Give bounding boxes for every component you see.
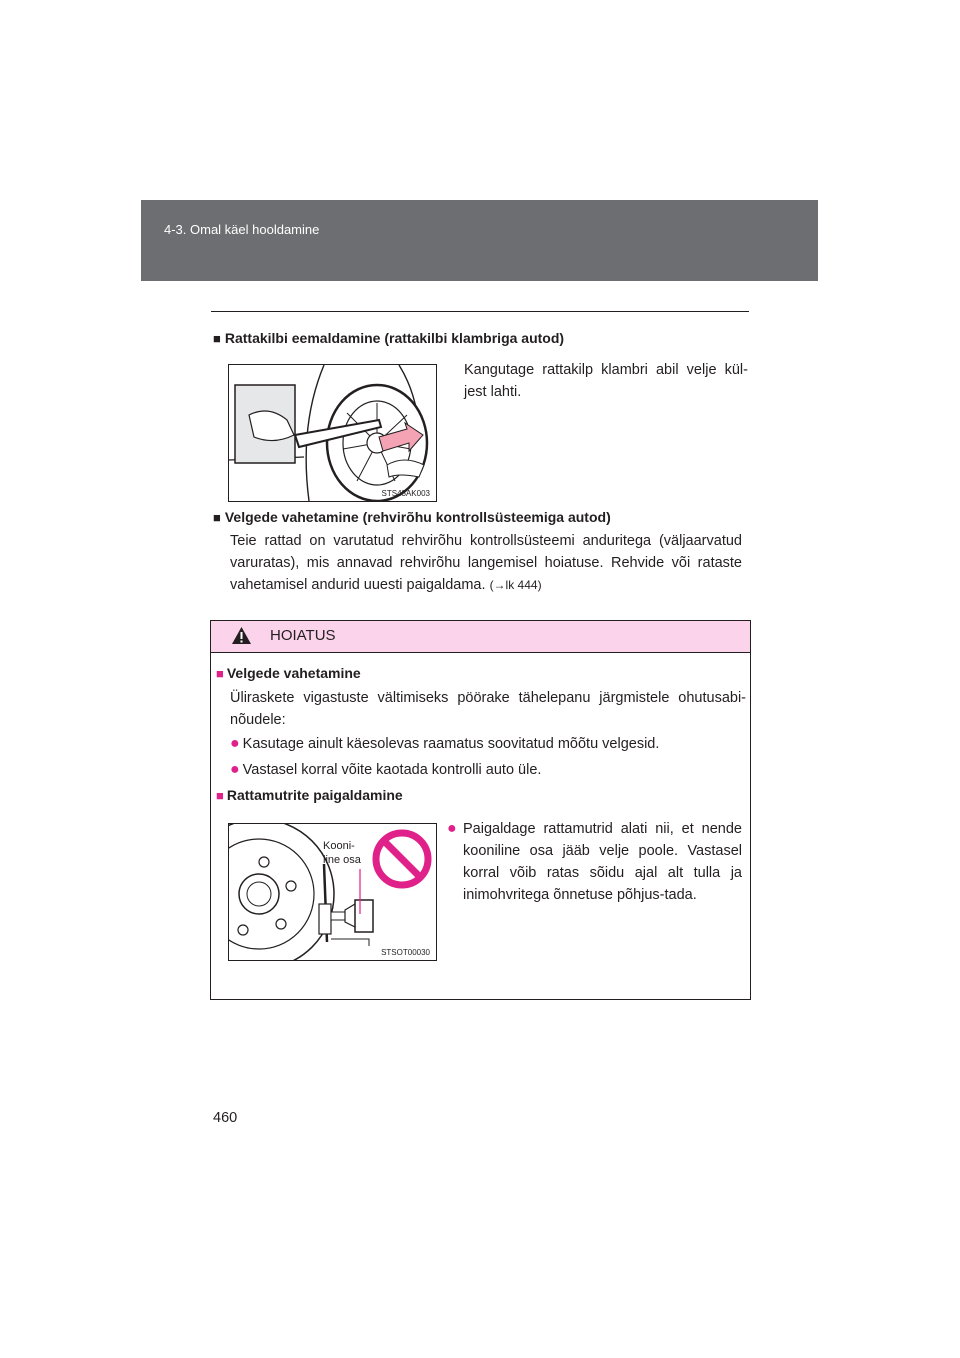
rims-heading xyxy=(213,509,611,525)
warning-bullet-1 xyxy=(230,733,746,755)
rims-heading-text: Velgede vahetamine (rehvirõhu kontrollsüsteemiga autod) xyxy=(224,509,611,525)
warning-nuts-text xyxy=(447,818,742,906)
page-number: 460 xyxy=(213,1110,238,1126)
bullet-dot-icon: ● xyxy=(230,735,240,752)
warning-nuts-text-body: Paigaldage rattamutrid alati nii, et nende kooniline osa jääb velje poole. Vastasel korral võib ratas sõidu ajal alt tulla ja inimohvritega õnnetuse põhjus-tada. xyxy=(463,821,742,903)
warning-nuts-heading-text: Rattamutrite paigaldamine xyxy=(226,787,403,803)
rims-text xyxy=(230,530,742,596)
square-bullet-icon: ■ xyxy=(213,510,221,525)
rims-text-body: Teie rattad on varutatud rehvirõhu kontrollsüsteemi anduritega (väljaarvatud varuratas), mis annavad rehvirõhu langemisel hoiatuse. Rehvide või rataste vahetamisel andurid uuesti paigaldama. xyxy=(230,533,742,593)
warning-header xyxy=(211,621,750,653)
rims-page-reference[interactable]: (→lk 444) xyxy=(489,578,542,592)
conical-part-label xyxy=(323,839,361,867)
conical-part-label-line-2: line osa xyxy=(323,854,361,866)
lug-nut-figure xyxy=(228,823,437,961)
warning-nuts-bullet xyxy=(447,818,742,906)
header-band xyxy=(141,200,818,281)
bullet-dot-icon: ● xyxy=(230,761,240,778)
warning-rims-heading xyxy=(216,665,361,681)
warning-rims-heading-text: Velgede vahetamine xyxy=(226,665,361,681)
top-rule xyxy=(211,311,749,312)
section-title: 4-3. Omal käel hooldamine xyxy=(164,222,320,237)
hubcap-heading-text: Rattakilbi eemaldamine (rattakilbi klambriga autod) xyxy=(224,330,565,346)
figure-code: STS43AK003 xyxy=(381,489,430,498)
hubcap-illustration xyxy=(229,365,436,501)
hubcap-figure xyxy=(228,364,437,502)
warning-triangle-icon xyxy=(231,626,252,645)
square-bullet-icon: ■ xyxy=(216,666,224,681)
bullet-dot-icon: ● xyxy=(447,820,457,837)
warning-box xyxy=(210,620,751,1000)
warning-rims-intro: Üliraskete vigastuste vältimiseks pöörake tähelepanu järgmistele ohutusabi-nõudele: xyxy=(230,690,746,728)
warning-nuts-heading xyxy=(216,787,403,803)
warning-bullet-2 xyxy=(230,759,746,781)
conical-part-label-line-1: Kooni- xyxy=(323,840,355,852)
warning-bullet-2-text: Vastasel korral võite kaotada kontrolli auto üle. xyxy=(242,762,542,778)
square-bullet-icon: ■ xyxy=(213,331,221,346)
warning-bullet-1-text: Kasutage ainult käesolevas raamatus soovitatud mõõtu velgesid. xyxy=(242,736,660,752)
hubcap-heading xyxy=(213,330,564,346)
hubcap-text: Kangutage rattakilp klambri abil velje kül-jest lahti. xyxy=(464,362,748,400)
warning-title: HOIATUS xyxy=(270,627,336,644)
square-bullet-icon: ■ xyxy=(216,788,224,803)
figure-code: STSOT00030 xyxy=(381,948,430,957)
